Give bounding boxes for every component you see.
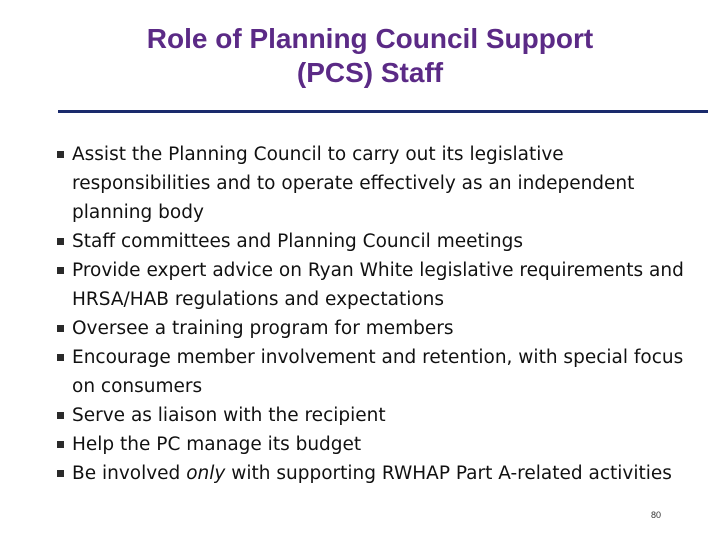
- bullet-item: [56, 459, 696, 488]
- bullet-list: [56, 140, 696, 488]
- square-bullet-icon: [57, 470, 64, 477]
- square-bullet-icon: [57, 325, 64, 332]
- bullet-text: Provide expert advice on Ryan White legislative requirements and HRSA/HAB regulations and expectations: [72, 260, 684, 310]
- bullet-emphasis: only: [186, 463, 226, 484]
- bullet-text: Encourage member involvement and retention, with special focus on consumers: [72, 347, 684, 397]
- square-bullet-icon: [57, 441, 64, 448]
- bullet-item: [56, 343, 696, 401]
- square-bullet-icon: [57, 151, 64, 158]
- slide-title: [60, 22, 680, 90]
- square-bullet-icon: [57, 267, 64, 274]
- bullet-item: [56, 227, 696, 256]
- bullet-item: [56, 256, 696, 314]
- bullet-text-before: Be involved: [72, 463, 187, 484]
- square-bullet-icon: [57, 412, 64, 419]
- slide-title-line-1: Role of Planning Council Support: [146, 23, 594, 54]
- slide-title-line-2: (PCS) Staff: [296, 57, 444, 88]
- bullet-text: Staff committees and Planning Council meetings: [72, 231, 523, 252]
- bullet-text: Serve as liaison with the recipient: [72, 405, 386, 426]
- page-number: 80: [651, 510, 662, 520]
- square-bullet-icon: [57, 238, 64, 245]
- title-divider: [58, 110, 708, 113]
- bullet-text: Help the PC manage its budget: [72, 434, 362, 455]
- bullet-text-after: with supporting RWHAP Part A-related activities: [225, 463, 672, 484]
- bullet-item: [56, 401, 696, 430]
- square-bullet-icon: [57, 354, 64, 361]
- bullet-item: [56, 140, 696, 227]
- bullet-item: [56, 314, 696, 343]
- bullet-text: Assist the Planning Council to carry out its legislative responsibilities and to operate effectively as an independent planning body: [72, 144, 635, 223]
- bullet-text: Oversee a training program for members: [72, 318, 454, 339]
- bullet-text: [72, 459, 696, 488]
- bullet-item: [56, 430, 696, 459]
